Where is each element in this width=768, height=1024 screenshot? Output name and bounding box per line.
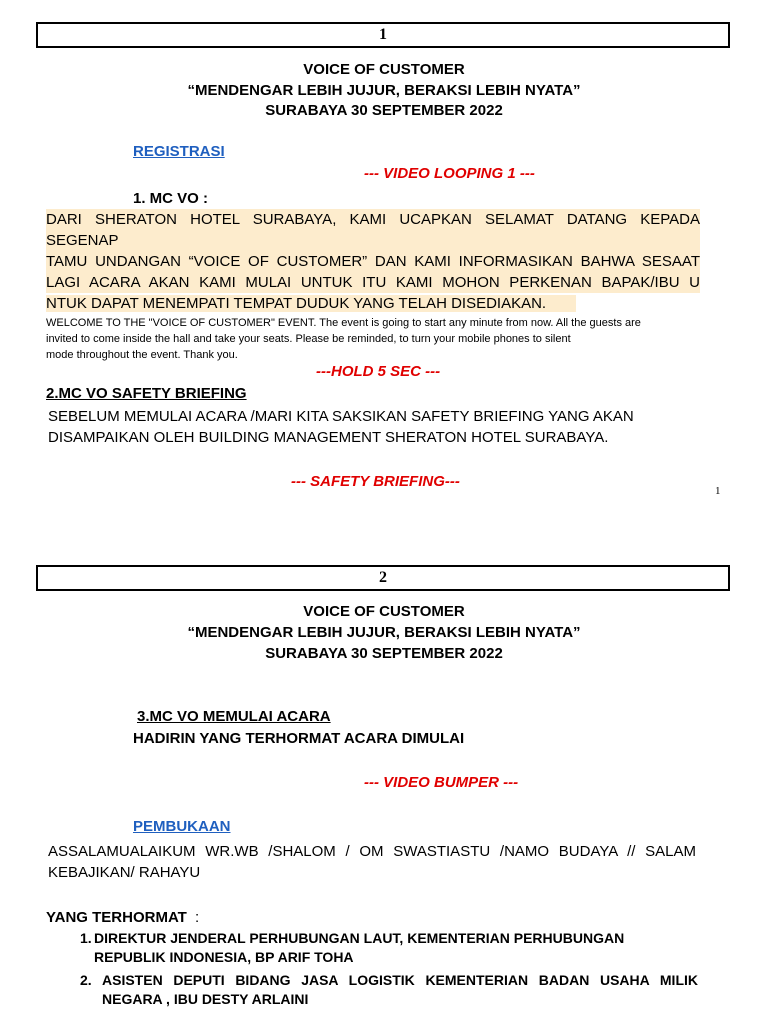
page-number-box	[36, 22, 730, 48]
yang-terhormat-text: YANG TERHORMAT	[46, 909, 187, 926]
english-line: invited to come inside the hall and take your seats. Please be reminded, to turn your mobile phones to silent	[46, 333, 571, 345]
vip-number: 2.	[80, 972, 92, 988]
document-date: SURABAYA 30 SEPTEMBER 2022	[265, 102, 503, 119]
vip-line: REPUBLIK INDONESIA, BP ARIF TOHA	[94, 949, 354, 965]
pembukaan-heading: PEMBUKAAN	[133, 818, 231, 835]
announcement-line: LAGI ACARA AKAN KAMI MULAI UNTUK ITU KAMI MOHON PERKENAN BAPAK/IBU U	[46, 274, 700, 291]
page-number: 1	[379, 26, 387, 43]
vip-item	[80, 929, 698, 967]
announcement-line: NTUK DAPAT MENEMPATI TEMPAT DUDUK YANG TELAH DISEDIAKAN.	[46, 295, 576, 312]
safety-text	[48, 406, 698, 448]
vip-number: 1.	[80, 930, 92, 946]
hold-cue: ---HOLD 5 SEC ---	[316, 363, 441, 380]
yang-terhormat-label	[46, 909, 199, 926]
english-announcement	[46, 315, 696, 363]
salam-line: ASSALAMUALAIKUM WR.WB /SHALOM / OM SWASTIASTU /NAMO BUDAYA // SALAM	[48, 843, 696, 860]
announcement-line: TAMU UNDANGAN “VOICE OF CUSTOMER” DAN KAMI INFORMASIKAN BAHWA SESAAT	[46, 253, 700, 270]
document-subtitle: “MENDENGAR LEBIH JUJUR, BERAKSI LEBIH NYATA”	[187, 82, 581, 99]
video-bumper-cue: --- VIDEO BUMPER ---	[364, 774, 519, 791]
vip-list	[80, 929, 698, 1009]
colon: :	[195, 909, 200, 926]
english-line: WELCOME TO THE "VOICE OF CUSTOMER" EVENT. The event is going to start any minute from now. All the guests are	[46, 317, 641, 329]
safety-line: DISAMPAIKAN OLEH BUILDING MANAGEMENT SHERATON HOTEL SURABAYA.	[48, 429, 609, 446]
mc-memulai-line: HADIRIN YANG TERHORMAT ACARA DIMULAI	[133, 730, 465, 747]
safety-briefing-cue: --- SAFETY BRIEFING---	[291, 473, 460, 490]
vip-item	[80, 971, 698, 1009]
registrasi-heading: REGISTRASI	[133, 143, 225, 160]
vip-line: NEGARA , IBU DESTY ARLAINI	[102, 991, 309, 1007]
video-looping-cue: --- VIDEO LOOPING 1 ---	[364, 165, 535, 182]
safety-heading: 2.MC VO SAFETY BRIEFING	[46, 385, 247, 402]
salam-text	[48, 841, 696, 883]
document-date: SURABAYA 30 SEPTEMBER 2022	[265, 645, 503, 662]
document-title: VOICE OF CUSTOMER	[303, 61, 465, 78]
vip-line: ASISTEN DEPUTI BIDANG JASA LOGISTIK KEMENTERIAN BADAN USAHA MILIK	[102, 972, 698, 988]
mc-vo-label: 1. MC VO :	[133, 190, 209, 207]
english-line: mode throughout the event. Thank you.	[46, 349, 238, 361]
safety-line: SEBELUM MEMULAI ACARA /MARI KITA SAKSIKAN SAFETY BRIEFING YANG AKAN	[48, 408, 634, 425]
announcement-block	[46, 209, 700, 314]
salam-line: KEBAJIKAN/ RAHAYU	[48, 864, 201, 881]
page-number: 2	[379, 569, 387, 586]
mc-memulai-heading: 3.MC VO MEMULAI ACARA	[137, 708, 331, 725]
vip-line: DIREKTUR JENDERAL PERHUBUNGAN LAUT, KEMENTERIAN PERHUBUNGAN	[94, 930, 625, 946]
page-number-box	[36, 565, 730, 591]
document-subtitle: “MENDENGAR LEBIH JUJUR, BERAKSI LEBIH NYATA”	[187, 624, 581, 641]
document-title: VOICE OF CUSTOMER	[303, 603, 465, 620]
footer-page-number: 1	[715, 485, 721, 497]
announcement-line: DARI SHERATON HOTEL SURABAYA, KAMI UCAPKAN SELAMAT DATANG KEPADA SEGENAP	[46, 211, 700, 249]
